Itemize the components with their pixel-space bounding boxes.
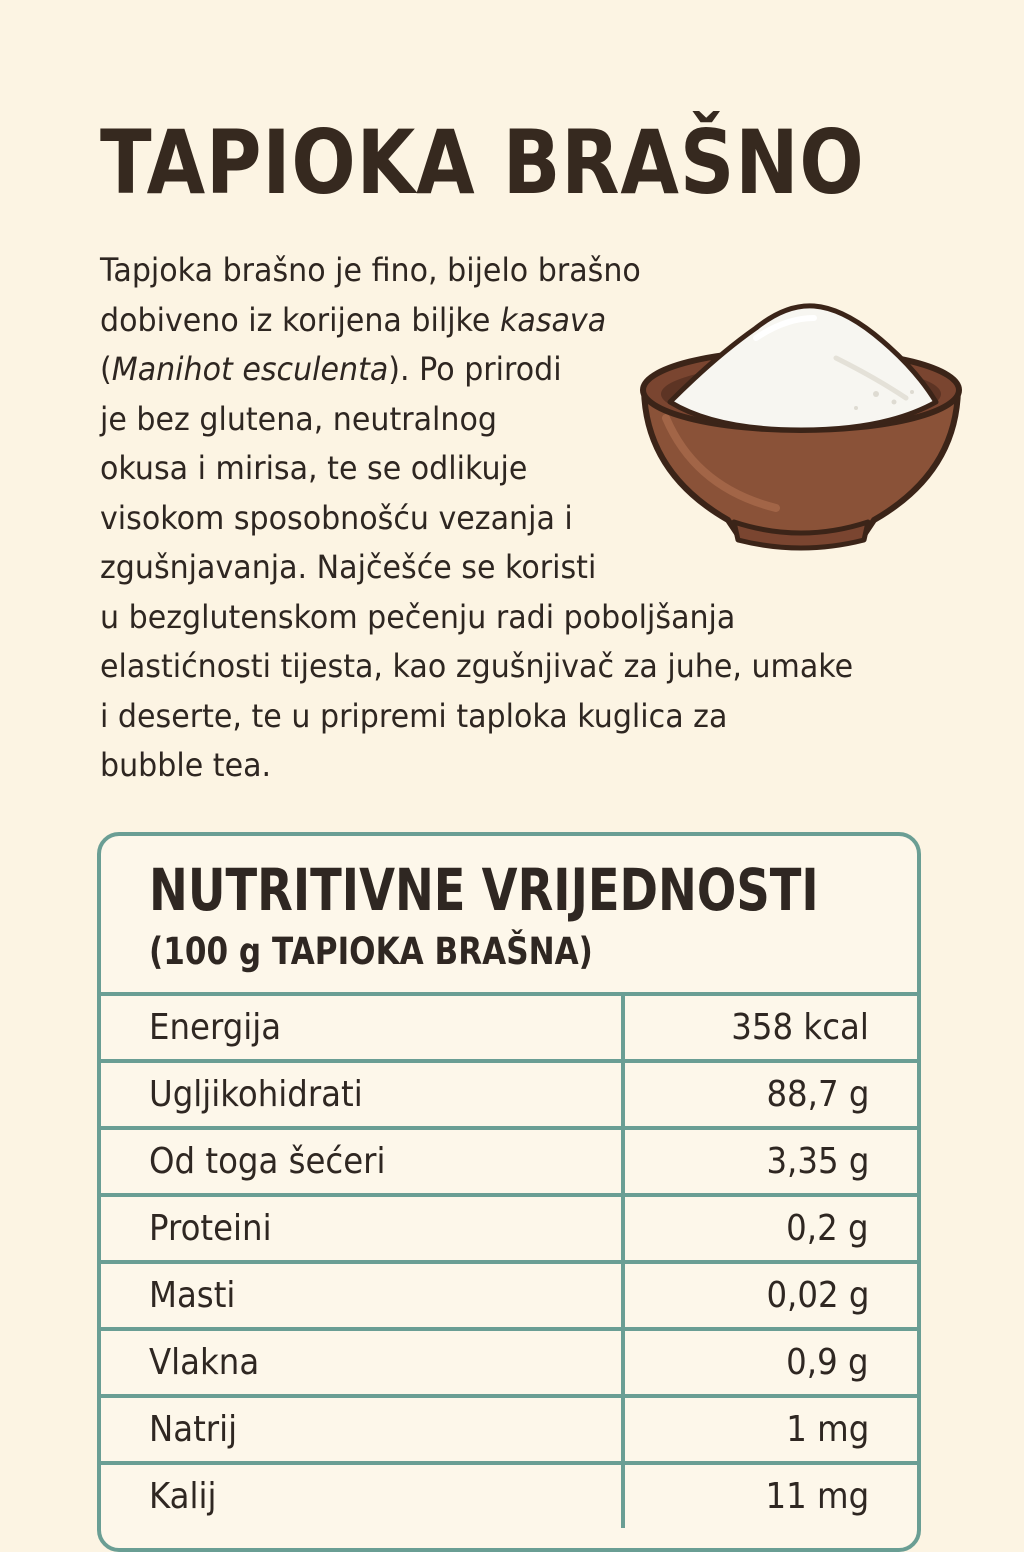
description-text: okusa i mirisa, te se odlikuje <box>100 449 528 487</box>
table-row <box>101 1394 917 1461</box>
description-text: visokom sposobnošću vezanja i <box>100 498 573 537</box>
description-text: je bez glutena, neutralnog <box>100 399 497 438</box>
description-line <box>100 642 880 692</box>
nutrient-value: 11 mg <box>765 1476 869 1517</box>
table-row <box>101 1193 917 1260</box>
nutrient-name: Od toga šećeri <box>149 1141 386 1182</box>
column-divider <box>621 1130 625 1193</box>
description-line <box>100 593 880 643</box>
table-row <box>101 1260 917 1327</box>
table-row <box>101 1327 917 1394</box>
nutrient-value: 358 kcal <box>731 1007 869 1048</box>
column-divider <box>621 996 625 1059</box>
nutrient-name: Proteini <box>149 1208 272 1249</box>
description-text: bubble tea. <box>100 746 272 784</box>
nutrient-name: Ugljikohidrati <box>149 1074 363 1115</box>
description-line <box>100 741 880 791</box>
column-divider <box>621 1063 625 1126</box>
description-text: zgušnjavanja. Najčešće se koristi <box>100 548 597 586</box>
column-divider <box>621 1264 625 1327</box>
description-text: elastićnosti tijesta, kao zgušnjivač za juhe, umake <box>100 647 854 685</box>
nutrient-name: Natrij <box>149 1409 238 1450</box>
description-line <box>100 246 880 296</box>
table-row <box>101 992 917 1059</box>
flour-bowl-icon <box>636 298 966 553</box>
description-line <box>100 692 880 742</box>
column-divider <box>621 1465 625 1528</box>
nutrient-name: Vlakna <box>149 1342 260 1383</box>
nutrient-name: Masti <box>149 1275 236 1316</box>
column-divider <box>621 1197 625 1260</box>
description-text: dobiveno iz korijena biljke <box>100 300 500 339</box>
nutrition-subheading: (100 g TAPIOKA BRAŠNA) <box>149 930 593 973</box>
nutrient-value: 88,7 g <box>765 1074 869 1115</box>
description-italic-term: kasava <box>499 300 607 339</box>
page-title: TAPIOKA BRAŠNO <box>100 111 865 214</box>
description-text: i deserte, te u pripremi taploka kuglica za <box>100 696 728 735</box>
table-row <box>101 1126 917 1193</box>
description-text: ). Po prirodi <box>388 350 562 388</box>
column-divider <box>621 1331 625 1394</box>
nutrient-name: Kalij <box>149 1476 217 1517</box>
table-row <box>101 1059 917 1126</box>
column-divider <box>621 1398 625 1461</box>
table-row <box>101 1461 917 1528</box>
nutrition-rows <box>101 992 917 1528</box>
nutrient-value: 1 mg <box>785 1409 869 1450</box>
description-text: u bezglutenskom pečenju radi poboljšanja <box>100 597 736 636</box>
nutrient-name: Energija <box>149 1007 282 1048</box>
description-text: Tapjoka brašno je fino, bijelo brašno <box>100 251 641 289</box>
nutrient-value: 0,2 g <box>786 1208 869 1249</box>
nutrient-value: 3,35 g <box>765 1141 869 1182</box>
nutrient-value: 0,9 g <box>786 1342 869 1383</box>
description-latin-name: Manihot esculenta <box>111 350 389 388</box>
nutrient-value: 0,02 g <box>765 1275 869 1316</box>
nutrition-heading: NUTRITIVNE VRIJEDNOSTI <box>149 856 819 924</box>
nutrition-table <box>97 832 921 1552</box>
description-text: ( <box>100 350 112 388</box>
